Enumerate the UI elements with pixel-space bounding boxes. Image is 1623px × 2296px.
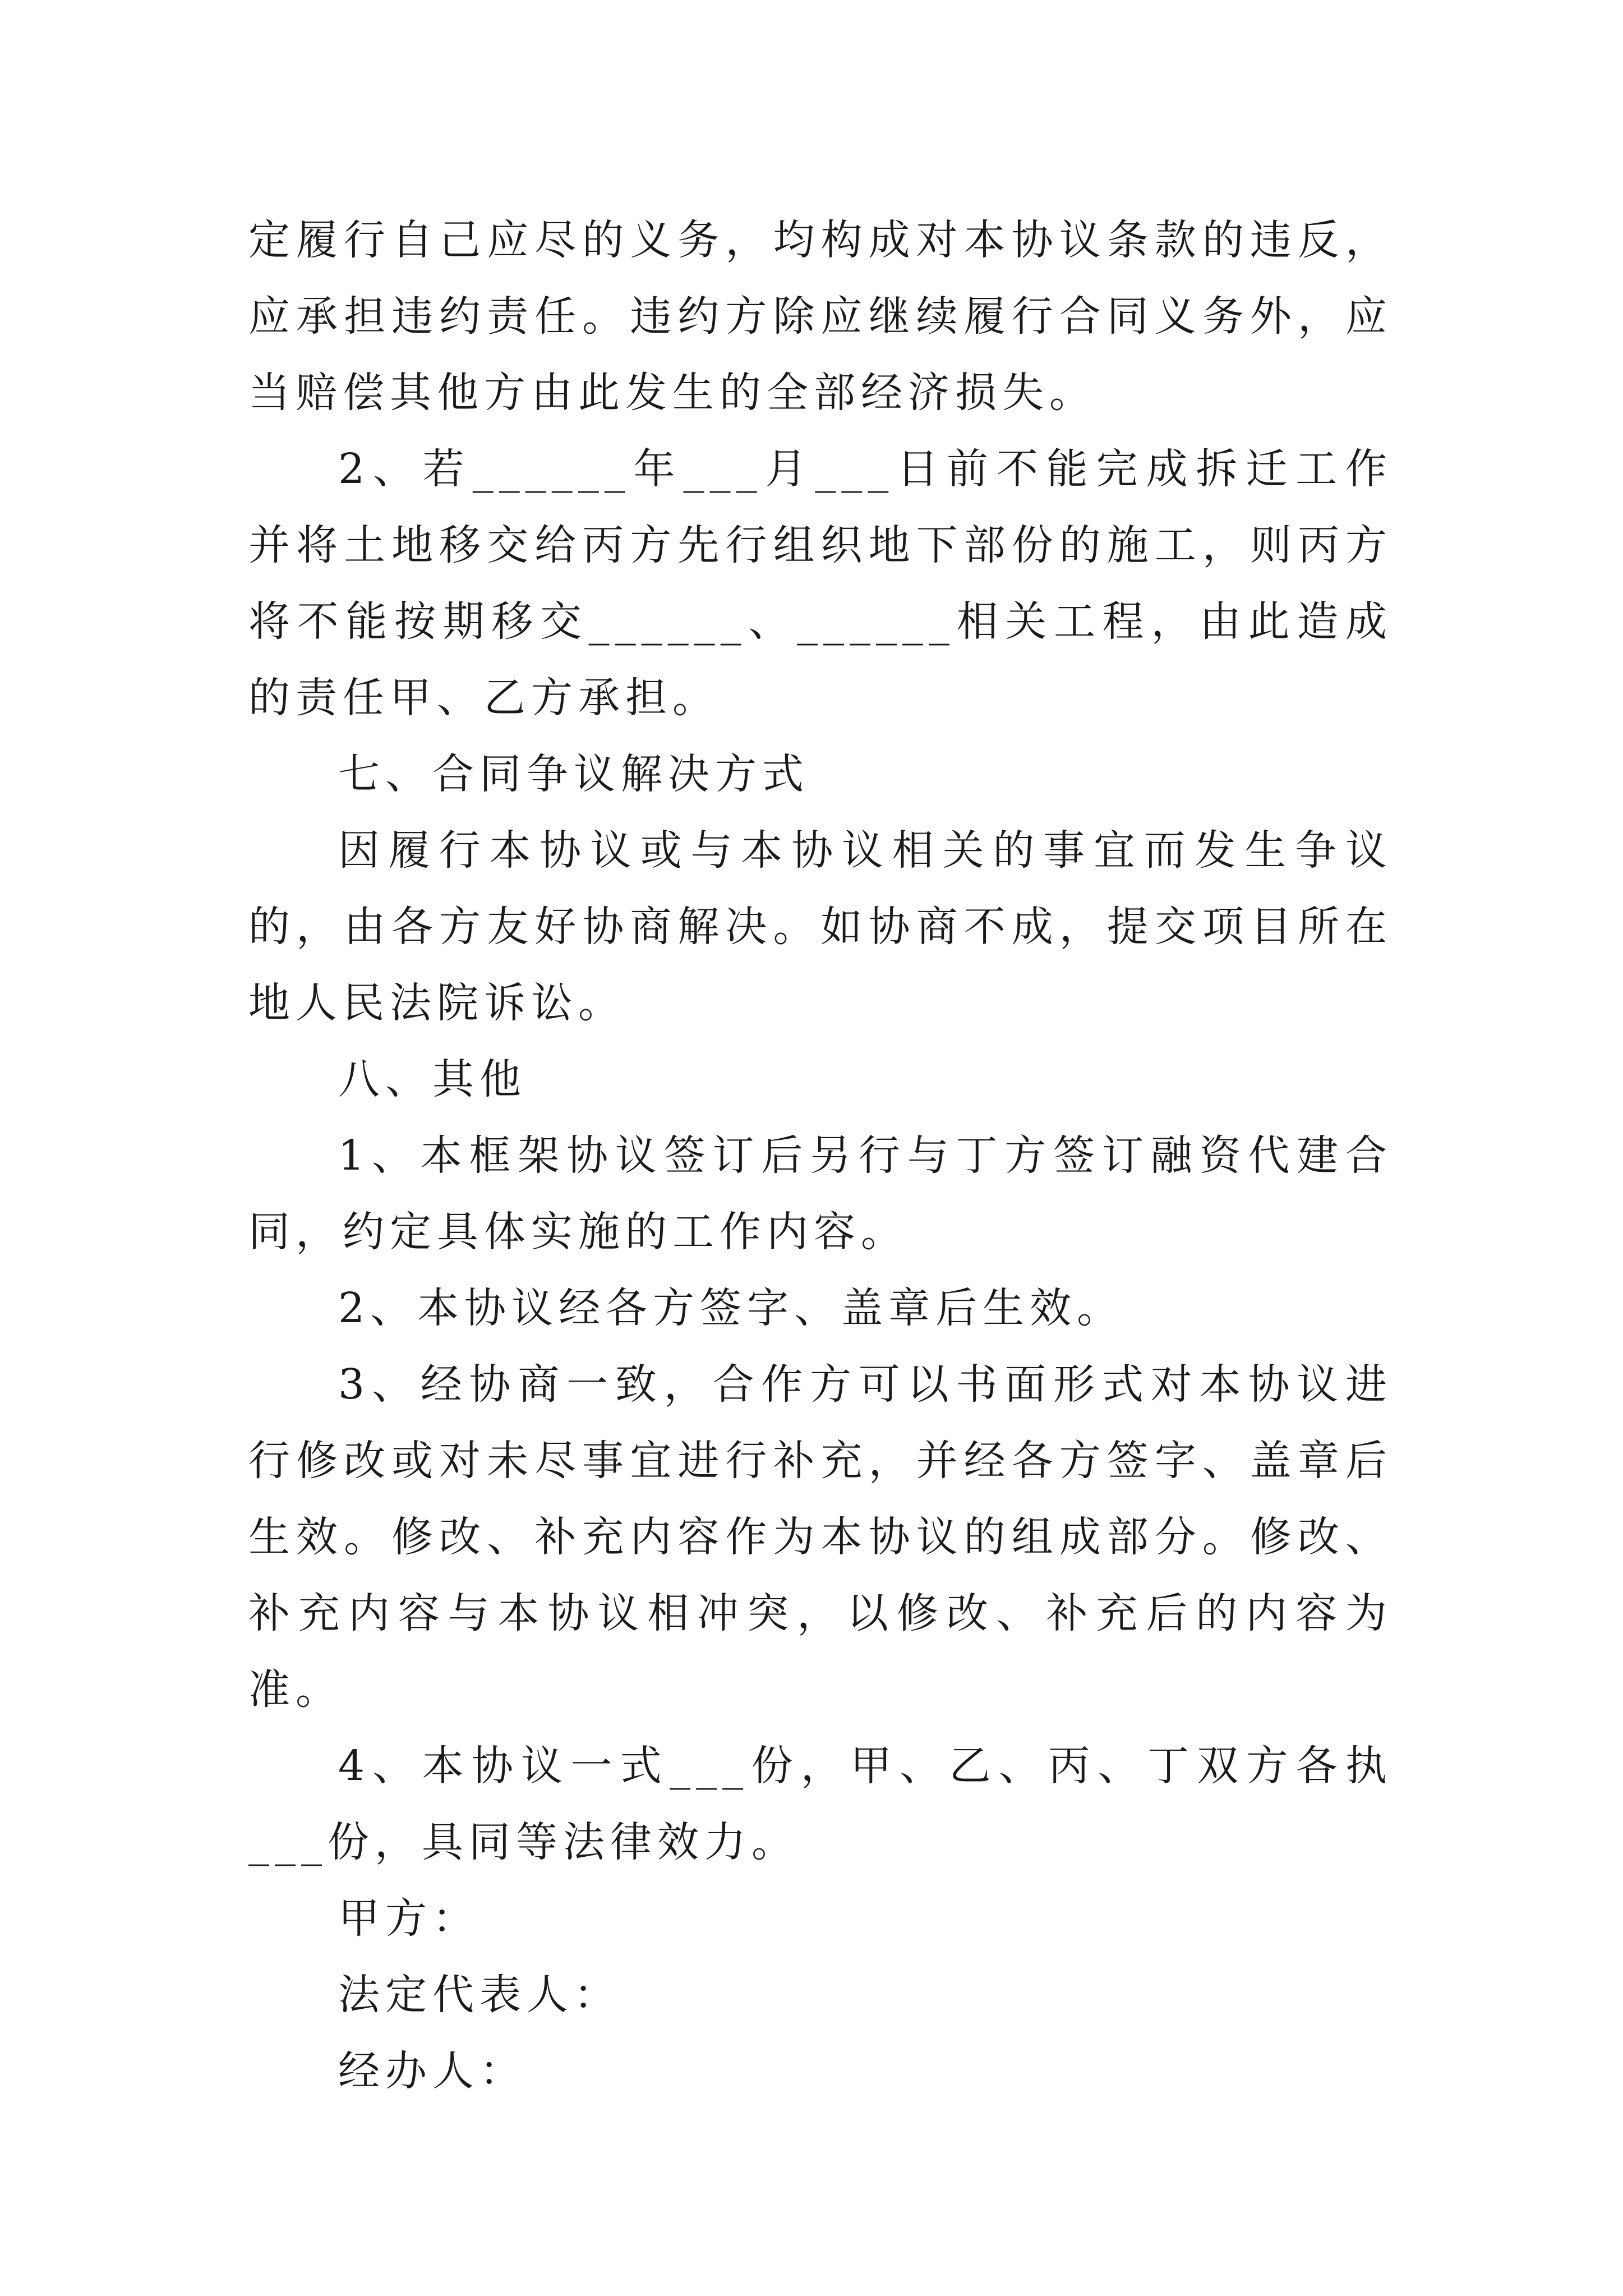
paragraph-dispute-resolution: 因履行本协议或与本协议相关的事宜而发生争议的，由各方友好协商解决。如协商不成，提交项目所在地人民法院诉讼。 [248, 826, 1393, 1027]
signature-legal-representative-label: 法定代表人： [338, 1971, 621, 2019]
paragraph-breach-liability-continued: 定履行自己应尽的义务，均构成对本协议条款的违反，应承担违约责任。违约方除应继续履行合同义务外，应当赔偿其他方由此发生的全部经济损失。 [248, 216, 1393, 417]
section-heading-other: 八、其他 [338, 1055, 527, 1103]
paragraph-other-clause-4: 4、本协议一式___份，甲、乙、丙、丁双方各执___份，具同等法律效力。 [248, 1742, 1393, 1866]
paragraph-clause-2-demolition: 2、若______年___月___日前不能完成拆迁工作并将土地移交给丙方先行组织地下部份的施工，则丙方将不能按期移交______、______相关工程，由此造成的责任甲、乙方承担。 [248, 445, 1393, 722]
section-heading-dispute-resolution: 七、合同争议解决方式 [338, 750, 809, 798]
paragraph-other-clause-3: 3、经协商一致，合作方可以书面形式对本协议进行修改或对未尽事宜进行补充，并经各方签字、盖章后生效。修改、补充内容作为本协议的组成部分。修改、补充内容与本协议相冲突，以修改、补充后的内容为准。 [248, 1360, 1393, 1714]
paragraph-other-clause-1: 1、本框架协议签订后另行与丁方签订融资代建合同，约定具体实施的工作内容。 [248, 1131, 1393, 1256]
signature-party-a-label: 甲方： [338, 1894, 479, 1943]
document-body [248, 202, 1393, 2109]
signature-handler-label: 经办人： [338, 2047, 527, 2095]
paragraph-other-clause-2: 2、本协议经各方签字、盖章后生效。 [338, 1284, 1124, 1332]
